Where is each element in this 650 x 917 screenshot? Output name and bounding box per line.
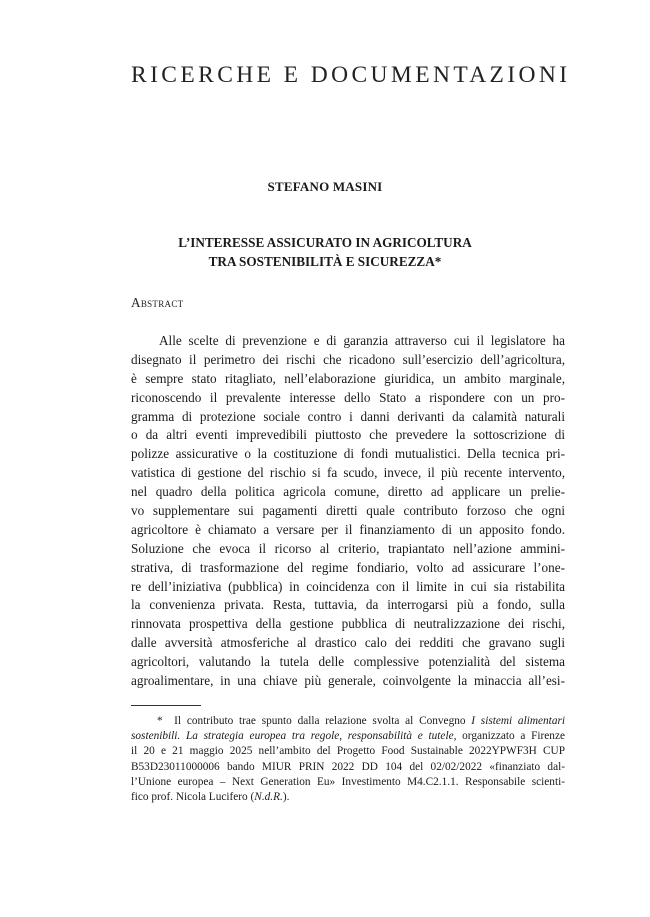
footnote-marker: * bbox=[157, 715, 163, 727]
abstract-line: vatistica di gestione del rischio si fa scudo, invece, il più recente intervento, bbox=[131, 465, 565, 481]
footnote-line: il 20 e 21 maggio 2025 nell’ambito del Progetto Food Sustainable 2022YPWF3H CUP bbox=[131, 745, 565, 758]
abstract-line: dalle avversità atmosferiche al drastico calo dei redditi che gravano sugli bbox=[131, 635, 565, 651]
article-title-line-1: L’INTERESSE ASSICURATO IN AGRICOLTURA bbox=[178, 235, 472, 250]
abstract-line: riconoscendo il prevalente interesse dello Stato a rispondere con un pro- bbox=[131, 389, 565, 405]
article-author: STEFANO MASINI bbox=[267, 179, 383, 194]
footnote-text: Il contributo trae spunto dalla relazione svolta al Convegno bbox=[174, 715, 472, 727]
footnote-divider bbox=[131, 705, 201, 706]
abstract-line: o da altri eventi imprevedibili piuttosto che prevedere la sottoscrizione di bbox=[131, 427, 565, 443]
abstract-line: disegnato il perimetro dei rischi che ricadono sull’esercizio dell’agricoltura, bbox=[131, 351, 565, 367]
footnote-line: B53D23011000006 bando MIUR PRIN 2022 DD 104 del 02/02/2022 «finanziato dal- bbox=[131, 760, 565, 773]
footnote-italic-text: sostenibili. La strategia europea tra regole, responsabilità e tutele, bbox=[131, 730, 457, 743]
abstract-line: Soluzione che evoca il ricorso al criterio, trapiantato nell’azione ammini- bbox=[131, 540, 565, 556]
abstract-line: rinnovata prospettiva della gestione pubblica di neutralizzazione dei rischi, bbox=[131, 616, 565, 632]
abstract-line: è sempre stato ritagliato, nell’elaborazione giuridica, un ambito marginale, bbox=[131, 370, 565, 386]
footnote-italic-text: I sistemi alimentari bbox=[471, 715, 565, 727]
footnote-line: l’Unione europea – Next Generation Eu» Investimento M4.C2.1.1. Responsabile scienti- bbox=[131, 775, 565, 788]
article-title-line-2: TRA SOSTENIBILITÀ E SICUREZZA* bbox=[208, 254, 442, 269]
abstract-line: agricoltori, valutando la tutela delle complessive potenzialità del sistema bbox=[131, 654, 565, 670]
abstract-line: strativa, di trasformazione del regime fondiario, volto ad assicurare l’one- bbox=[131, 559, 565, 575]
abstract-line: gramma di protezione sociale contro i danni derivanti da calamità naturali bbox=[131, 408, 565, 424]
abstract-line: nel quadro della politica agricola comune, diretto ad applicare un prelie- bbox=[131, 484, 565, 500]
footnote-text: fico prof. Nicola Lucifero ( bbox=[131, 790, 255, 803]
abstract-line: agroalimentare, in una chiave più generale, coinvolgente la minaccia all’esi- bbox=[131, 673, 565, 689]
footnote-line bbox=[131, 714, 565, 729]
article-title bbox=[0, 233, 650, 271]
abstract-line: la convenienza privata. Resta, tuttavia, da interrogarsi più a fondo, sulla bbox=[131, 597, 565, 613]
abstract-heading: Abstract bbox=[131, 295, 184, 310]
abstract-line: vo supplementare sui pagamenti diretti quale contributo forzoso che ogni bbox=[131, 503, 565, 519]
abstract-line: Alle scelte di prevenzione e di garanzia attraverso cui il legislatore ha bbox=[159, 333, 565, 348]
footnote-italic-text: N.d.R. bbox=[254, 790, 283, 803]
footnote-text: ). bbox=[282, 790, 290, 803]
footnote-line bbox=[131, 729, 565, 744]
footnote-line bbox=[131, 790, 565, 805]
section-header: RICERCHE E DOCUMENTAZIONI bbox=[131, 62, 571, 88]
abstract-line: re dell’iniziativa (pubblica) in coincidenza con il limite in cui sia ristabilita bbox=[131, 578, 565, 594]
footnote-text: organizzato a Firenze bbox=[456, 730, 565, 743]
footnote bbox=[131, 714, 565, 805]
abstract-line: agricoltore è chiamato a versare per il finanziamento di un apposito fondo. bbox=[131, 521, 565, 537]
abstract-body bbox=[131, 332, 565, 691]
abstract-line: polizze assicurative o la costituzione di fondi mutualistici. Della tecnica pri- bbox=[131, 446, 565, 462]
